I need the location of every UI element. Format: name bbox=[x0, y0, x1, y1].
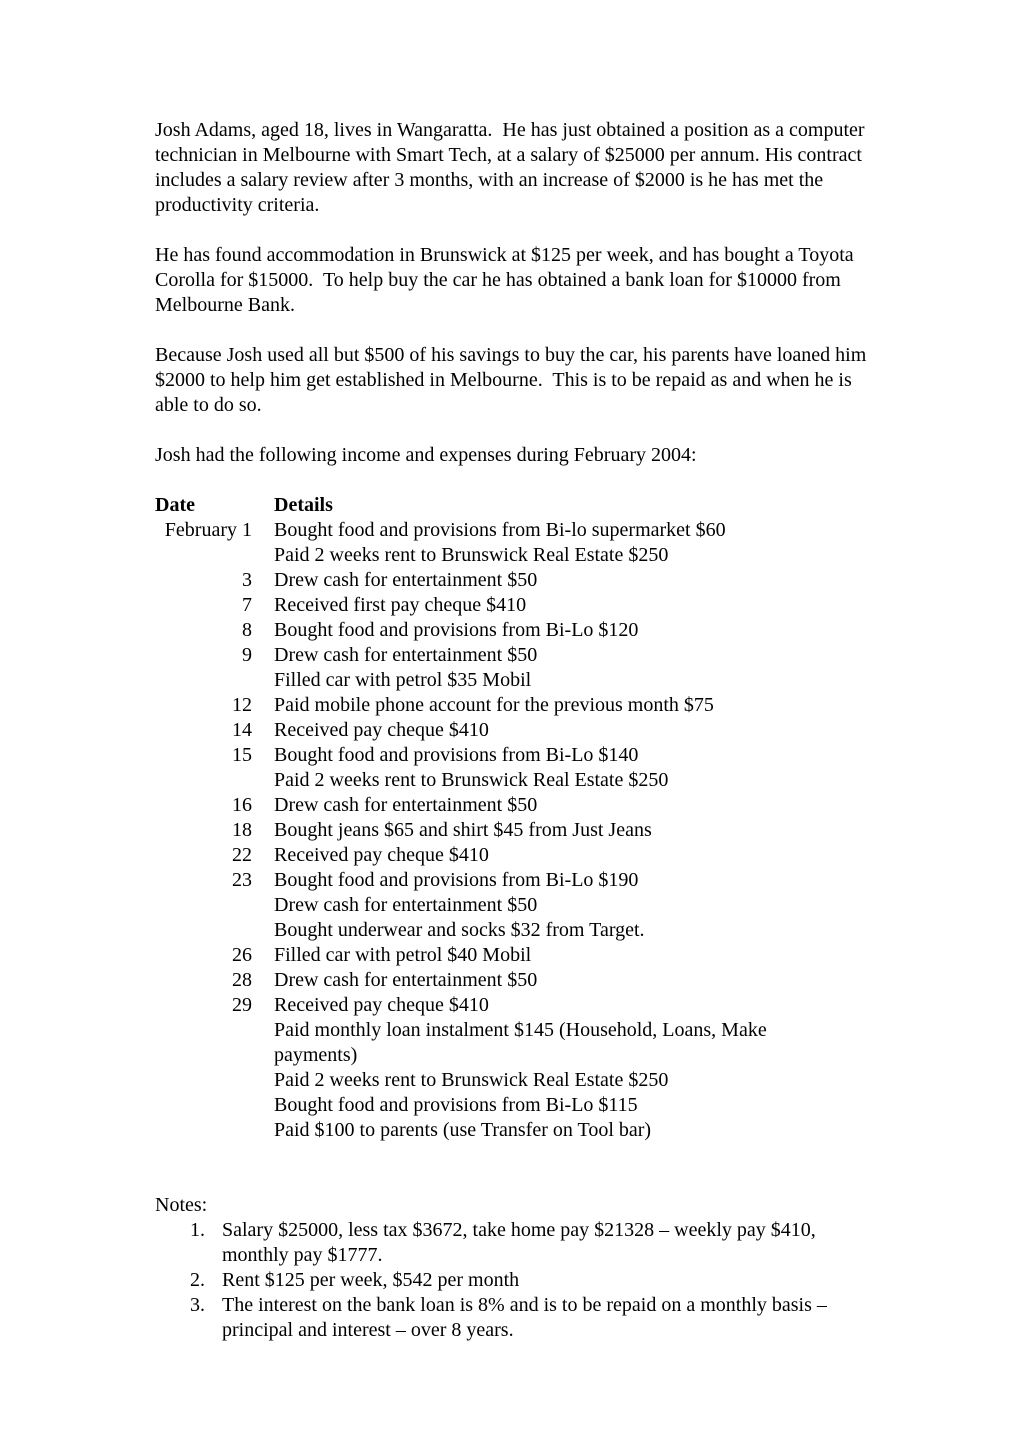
detail-line: Bought food and provisions from Bi-Lo $190 bbox=[274, 869, 639, 891]
column-header-date: Date bbox=[155, 494, 195, 516]
table-row bbox=[155, 943, 867, 968]
notes-section bbox=[155, 1193, 867, 1343]
detail-line: Drew cash for entertainment $50 bbox=[274, 644, 538, 666]
table-row bbox=[155, 568, 867, 593]
detail-line: Paid 2 weeks rent to Brunswick Real Estate $250 bbox=[274, 769, 669, 791]
table-row bbox=[155, 593, 867, 618]
column-header-details: Details bbox=[274, 494, 333, 516]
detail-line: Bought food and provisions from Bi-lo supermarket $60 bbox=[274, 519, 726, 541]
note-text: Rent $125 per week, $542 per month bbox=[222, 1269, 520, 1291]
detail-line: Received pay cheque $410 bbox=[274, 844, 489, 866]
notes-label: Notes: bbox=[155, 1194, 208, 1216]
note-number: 2. bbox=[190, 1269, 205, 1291]
note-number: 3. bbox=[190, 1294, 205, 1316]
intro-paragraph-2: He has found accommodation in Brunswick at $125 per week, and has bought a Toyota Corolla for $15000. To help buy the car he has obtained a bank loan for $10000 from Melbourne Bank. bbox=[155, 244, 859, 316]
row-date: 23 bbox=[232, 869, 252, 891]
row-date: 26 bbox=[232, 944, 252, 966]
row-date: 8 bbox=[242, 619, 252, 641]
detail-line: Paid 2 weeks rent to Brunswick Real Estate $250 bbox=[274, 1069, 669, 1091]
note-item bbox=[155, 1293, 867, 1343]
table-row bbox=[155, 718, 867, 743]
table-row bbox=[155, 993, 867, 1143]
table-row bbox=[155, 843, 867, 868]
row-details bbox=[274, 743, 786, 793]
detail-line: Drew cash for entertainment $50 bbox=[274, 569, 538, 591]
table-row bbox=[155, 818, 867, 843]
detail-line: Bought food and provisions from Bi-Lo $120 bbox=[274, 619, 639, 641]
row-details bbox=[274, 843, 786, 868]
row-date: 28 bbox=[232, 969, 252, 991]
intro-paragraph-4: Josh had the following income and expenses during February 2004: bbox=[155, 444, 697, 466]
intro-paragraph-1: Josh Adams, aged 18, lives in Wangaratta. He has just obtained a position as a computer technician in Melbourne with Smart Tech, at a salary of $25000 per annum. His contract includes a salary review after 3 months, with an increase of $2000 is he has met the productivity criteria. bbox=[155, 119, 870, 216]
table-row bbox=[155, 968, 867, 993]
row-details bbox=[274, 693, 786, 718]
detail-line: Bought food and provisions from Bi-Lo $115 bbox=[274, 1094, 638, 1116]
detail-line: Paid 2 weeks rent to Brunswick Real Estate $250 bbox=[274, 544, 669, 566]
row-date: 12 bbox=[232, 694, 252, 716]
row-details bbox=[274, 718, 786, 743]
detail-line: Received pay cheque $410 bbox=[274, 719, 489, 741]
expense-table bbox=[155, 493, 867, 1143]
row-details bbox=[274, 968, 786, 993]
row-date: 14 bbox=[232, 719, 252, 741]
detail-line: Paid $100 to parents (use Transfer on Tool bar) bbox=[274, 1119, 652, 1141]
detail-line: Bought jeans $65 and shirt $45 from Just Jeans bbox=[274, 819, 652, 841]
row-date: 7 bbox=[242, 594, 252, 616]
row-date: 3 bbox=[242, 569, 252, 591]
table-row bbox=[155, 693, 867, 718]
note-number: 1. bbox=[190, 1219, 205, 1241]
notes-list bbox=[155, 1218, 867, 1343]
table-row bbox=[155, 618, 867, 643]
row-date: 9 bbox=[242, 644, 252, 666]
note-item bbox=[155, 1268, 867, 1293]
table-row bbox=[155, 518, 867, 568]
detail-line: Received pay cheque $410 bbox=[274, 994, 489, 1016]
detail-line: Filled car with petrol $35 Mobil bbox=[274, 669, 532, 691]
detail-line: Drew cash for entertainment $50 bbox=[274, 794, 538, 816]
note-item bbox=[155, 1218, 867, 1268]
note-text: The interest on the bank loan is 8% and is to be repaid on a monthly basis – principal and interest – over 8 years. bbox=[222, 1294, 827, 1341]
row-details bbox=[274, 868, 786, 943]
row-date: 16 bbox=[232, 794, 252, 816]
note-text: Salary $25000, less tax $3672, take home pay $21328 – weekly pay $410, monthly pay $1777. bbox=[222, 1219, 816, 1266]
row-details bbox=[274, 618, 786, 643]
document-page bbox=[155, 118, 872, 1343]
table-row bbox=[155, 868, 867, 943]
row-details bbox=[274, 643, 786, 693]
row-date: 29 bbox=[232, 994, 252, 1016]
detail-line: Filled car with petrol $40 Mobil bbox=[274, 944, 532, 966]
detail-line: Drew cash for entertainment $50 bbox=[274, 894, 538, 916]
detail-line: Paid monthly loan instalment $145 (Household, Loans, Make payments) bbox=[274, 1019, 767, 1066]
table-row bbox=[155, 793, 867, 818]
table-header-row bbox=[155, 493, 867, 518]
table-body bbox=[155, 518, 867, 1143]
row-details bbox=[274, 943, 786, 968]
detail-line: Drew cash for entertainment $50 bbox=[274, 969, 538, 991]
row-details bbox=[274, 568, 786, 593]
detail-line: Bought underwear and socks $32 from Target. bbox=[274, 919, 645, 941]
detail-line: Received first pay cheque $410 bbox=[274, 594, 527, 616]
row-date: 15 bbox=[232, 744, 252, 766]
row-date: 22 bbox=[232, 844, 252, 866]
row-date: February 1 bbox=[164, 519, 252, 541]
table-row bbox=[155, 743, 867, 793]
row-details bbox=[274, 818, 786, 843]
row-date: 18 bbox=[232, 819, 252, 841]
row-details bbox=[274, 993, 786, 1143]
row-details bbox=[274, 593, 786, 618]
row-details bbox=[274, 793, 786, 818]
detail-line: Bought food and provisions from Bi-Lo $140 bbox=[274, 744, 639, 766]
intro-paragraph-3: Because Josh used all but $500 of his savings to buy the car, his parents have loaned him $2000 to help him get established in Melbourne. This is to be repaid as and when he is able to do so. bbox=[155, 344, 872, 416]
detail-line: Paid mobile phone account for the previous month $75 bbox=[274, 694, 714, 716]
row-details bbox=[274, 518, 786, 568]
table-row bbox=[155, 643, 867, 693]
